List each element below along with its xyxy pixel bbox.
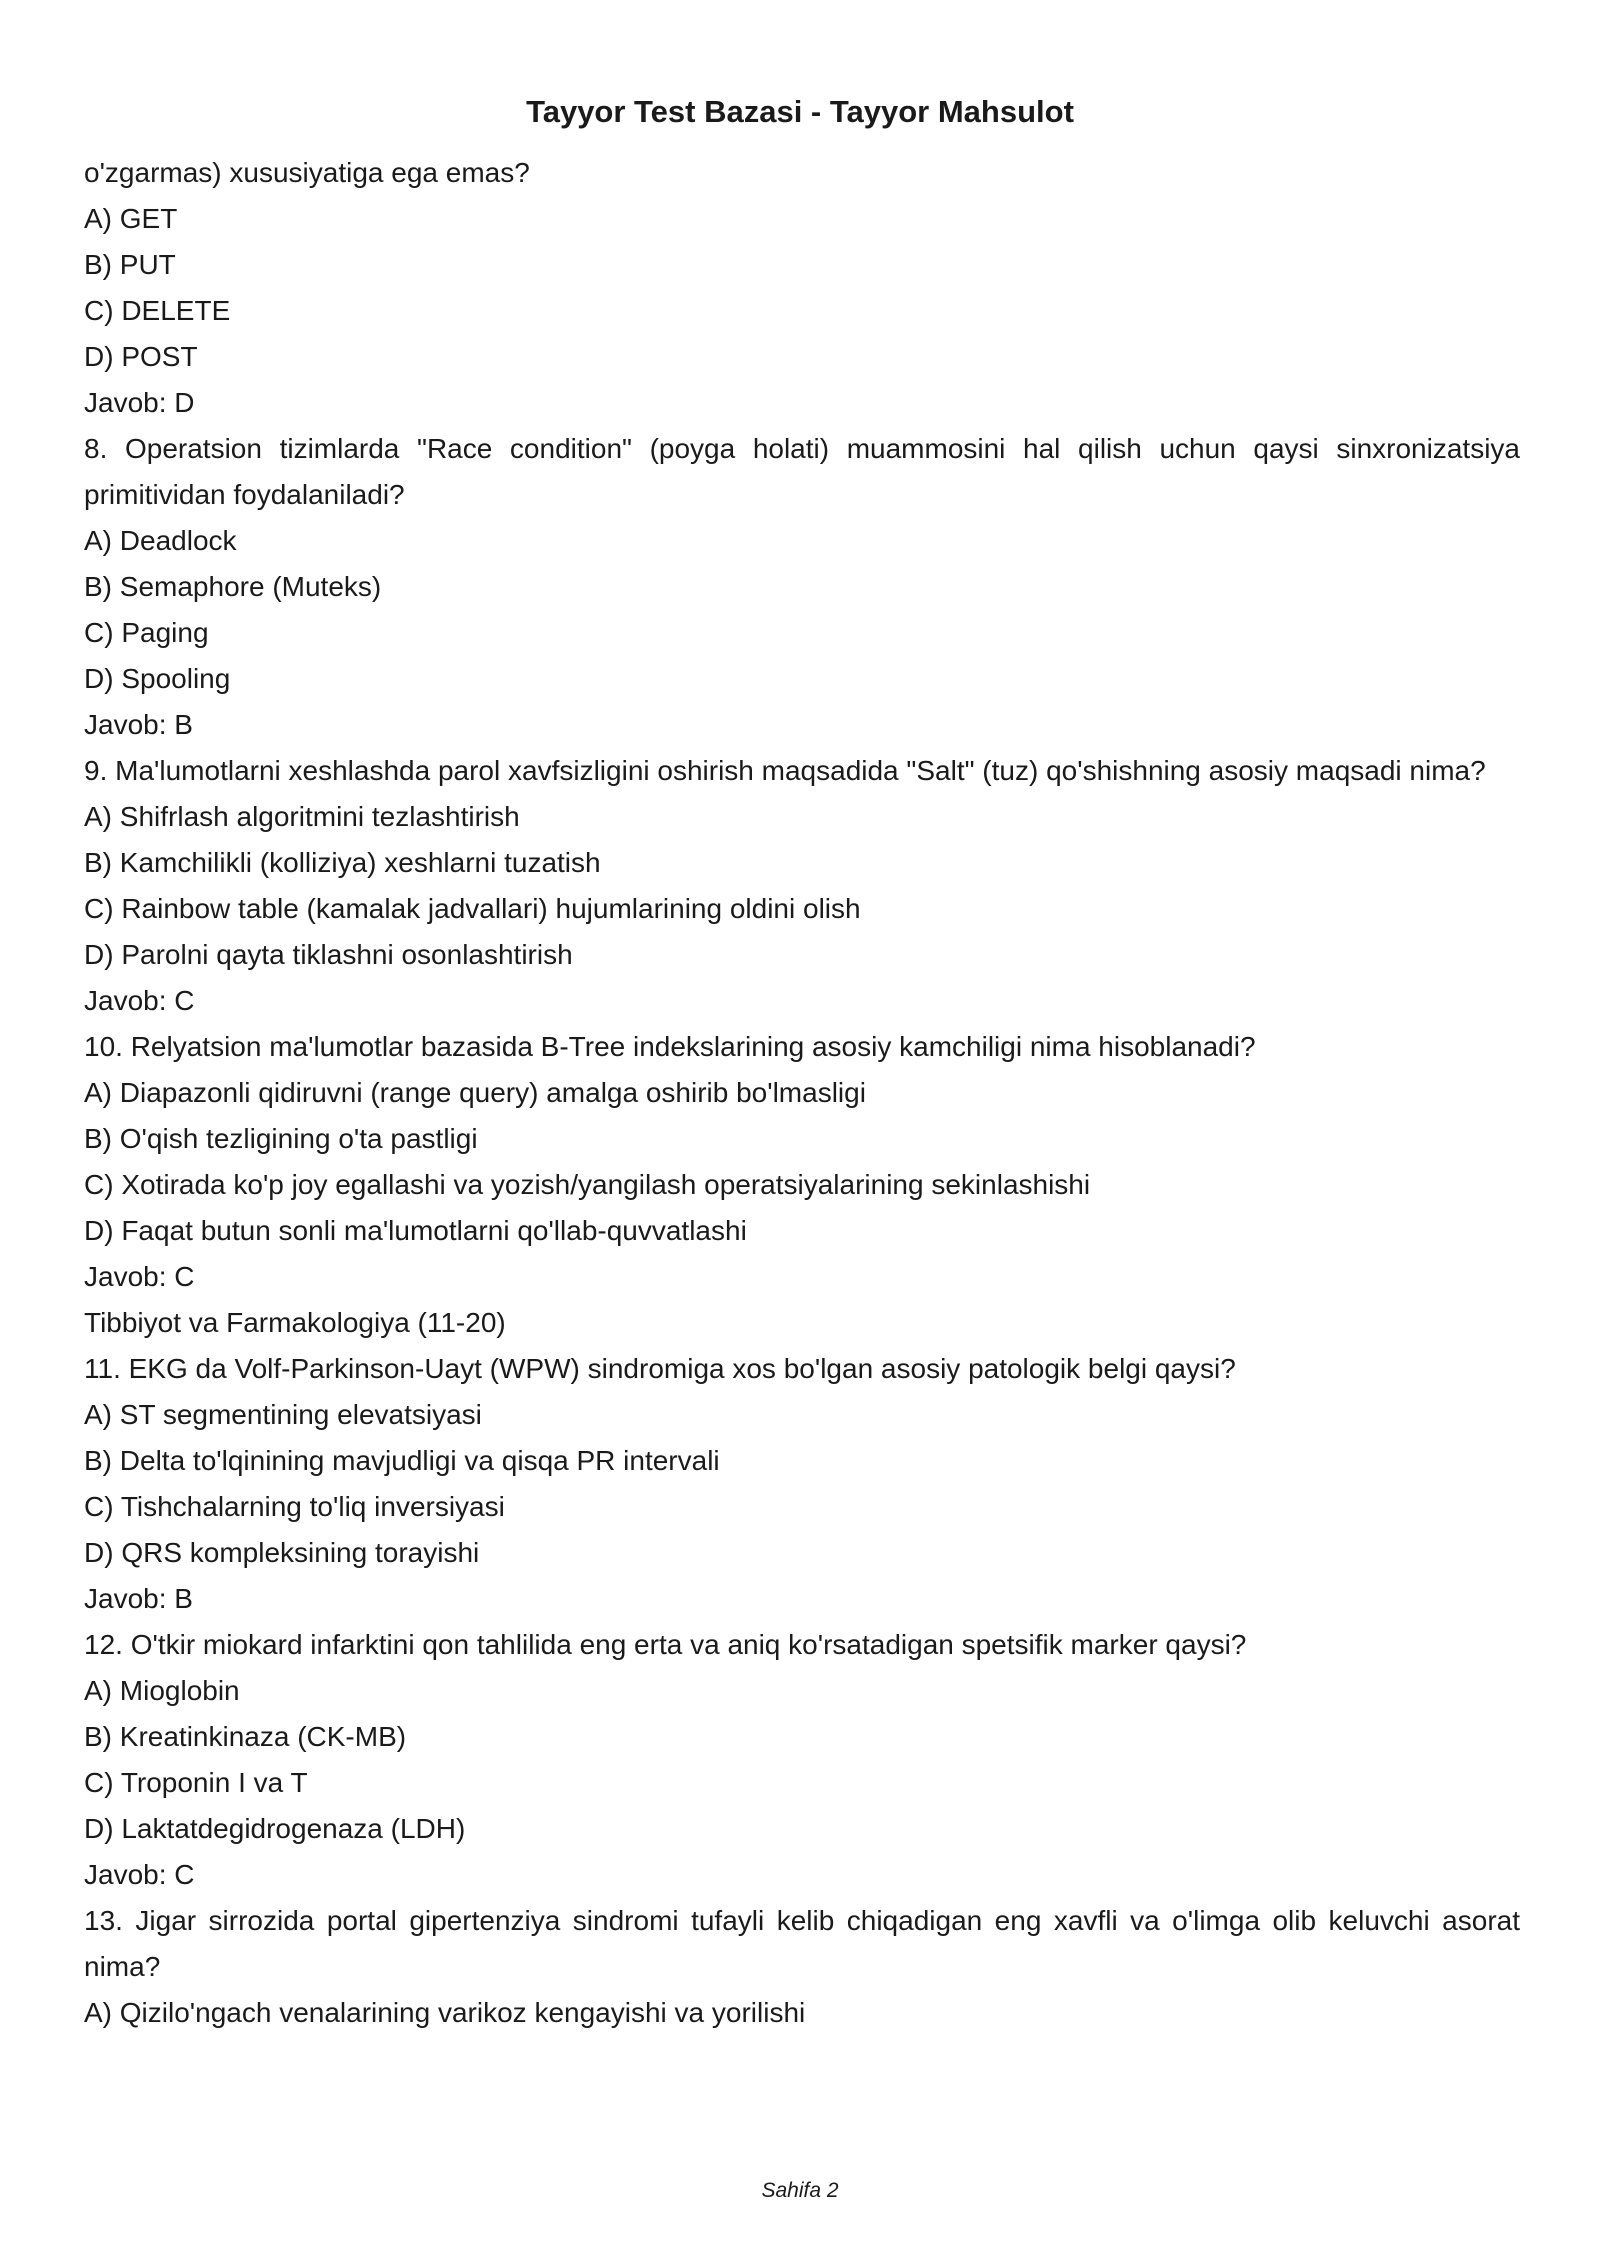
answer-option: A) Qizilo'ngach venalarining varikoz kengayishi va yorilishi <box>84 1997 806 2028</box>
answer-option: D) Laktatdegidrogenaza (LDH) <box>84 1813 466 1844</box>
page-title: Tayyor Test Bazasi - Tayyor Mahsulot <box>526 94 1074 129</box>
answer-option: B) Delta to'lqinining mavjudligi va qisqa PR intervali <box>84 1445 720 1476</box>
answer-option: D) Parolni qayta tiklashni osonlashtirish <box>84 939 573 970</box>
answer-option: A) Shifrlash algoritmini tezlashtirish <box>84 801 520 832</box>
answer-option: A) ST segmentining elevatsiyasi <box>84 1399 482 1430</box>
answer-option: A) Diapazonli qidiruvni (range query) amalga oshirib bo'lmasligi <box>84 1077 866 1108</box>
question-text: 8. Operatsion tizimlarda "Race condition" (poyga holati) muammosini hal qilish uchun qaysi sinxronizatsiya primitividan foydalaniladi? <box>84 433 1520 510</box>
section-heading: Tibbiyot va Farmakologiya (11-20) <box>84 1307 506 1338</box>
answer-option: D) QRS kompleksining torayishi <box>84 1537 480 1568</box>
answer-option: C) Paging <box>84 617 209 648</box>
answer-option: B) Semaphore (Muteks) <box>84 571 382 602</box>
answer-option: C) Tishchalarning to'liq inversiyasi <box>84 1491 505 1522</box>
question-text: 12. O'tkir miokard infarktini qon tahlilida eng erta va aniq ko'rsatadigan spetsifik marker qaysi? <box>84 1629 1247 1660</box>
answer-key: Javob: B <box>84 709 193 740</box>
question-text: 9. Ma'lumotlarni xeshlashda parol xavfsizligini oshirish maqsadida "Salt" (tuz) qo'shishning asosiy maqsadi nima? <box>84 755 1486 786</box>
answer-key: Javob: C <box>84 1261 195 1292</box>
answer-option: B) PUT <box>84 249 176 280</box>
document-body <box>84 150 1520 2036</box>
answer-option: C) Xotirada ko'p joy egallashi va yozish/yangilash operatsiyalarining sekinlashishi <box>84 1169 1091 1200</box>
answer-option: D) Spooling <box>84 663 231 694</box>
answer-option: A) Mioglobin <box>84 1675 240 1706</box>
answer-key: Javob: B <box>84 1583 193 1614</box>
answer-option: A) GET <box>84 203 178 234</box>
answer-option: B) Kamchilikli (kolliziya) xeshlarni tuzatish <box>84 847 601 878</box>
answer-option: D) POST <box>84 341 198 372</box>
answer-option: C) Troponin I va T <box>84 1767 308 1798</box>
question-text: 13. Jigar sirrozida portal gipertenziya sindromi tufayli kelib chiqadigan eng xavfli va o'limga olib keluvchi asorat nima? <box>84 1905 1520 1982</box>
page-number: Sahifa 2 <box>761 2179 839 2202</box>
answer-key: Javob: C <box>84 1859 195 1890</box>
answer-option: C) DELETE <box>84 295 231 326</box>
question-text: 10. Relyatsion ma'lumotlar bazasida B-Tree indekslarining asosiy kamchiligi nima hisoblanadi? <box>84 1031 1256 1062</box>
answer-option: B) O'qish tezligining o'ta pastligi <box>84 1123 478 1154</box>
answer-key: Javob: D <box>84 387 195 418</box>
answer-option: B) Kreatinkinaza (CK-MB) <box>84 1721 407 1752</box>
answer-key: Javob: C <box>84 985 195 1016</box>
answer-option: C) Rainbow table (kamalak jadvallari) hujumlarining oldini olish <box>84 893 861 924</box>
question-text: 11. EKG da Volf-Parkinson-Uayt (WPW) sindromiga xos bo'lgan asosiy patologik belgi qaysi? <box>84 1353 1236 1384</box>
answer-option: A) Deadlock <box>84 525 237 556</box>
answer-option: D) Faqat butun sonli ma'lumotlarni qo'llab-quvvatlashi <box>84 1215 747 1246</box>
question-continuation: o'zgarmas) xususiyatiga ega emas? <box>84 157 530 188</box>
